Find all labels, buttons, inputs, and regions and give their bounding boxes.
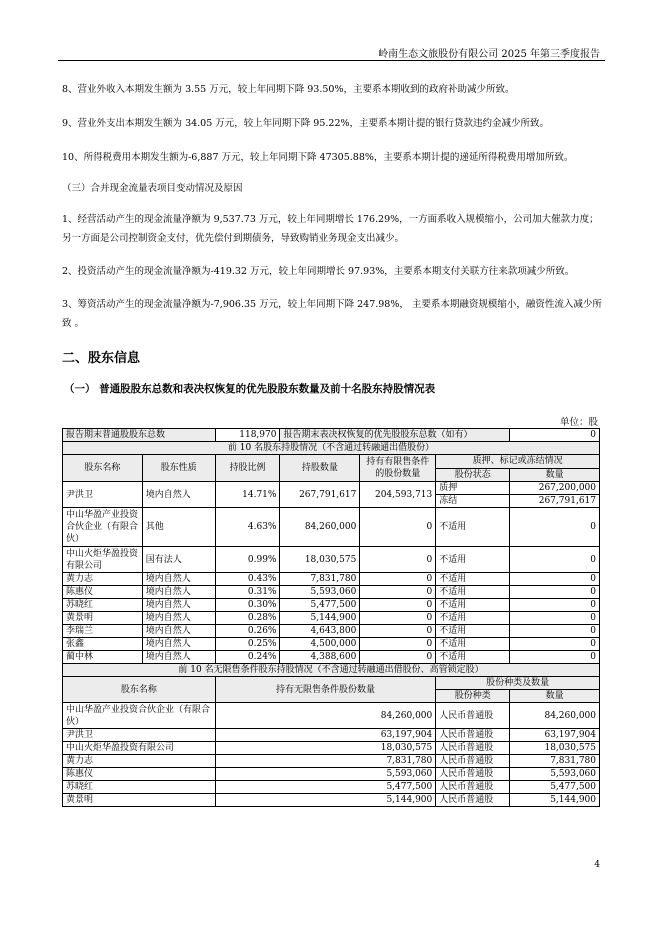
table-cell: 0 [360,638,436,651]
table-cell: 苏晓红 [63,599,143,612]
table-cell: 人民币普通股 [436,768,510,781]
paragraph-operating-cashflow: 1、经营活动产生的现金流量净额为 9,537.73 万元，较上年同期增长 176.29%，一方面系收入规模缩小，公司加大催款力度；另一方面是公司控制资金支付，优先偿付到期债务，导致购销业务现金支出减少。 [62,214,599,244]
table-cell: 84,260,000 [215,703,436,729]
table-cell: 境内自然人 [142,638,215,651]
table-cell: 其他 [142,508,215,547]
table-cell: 尹洪卫 [63,729,216,742]
col-header-name: 股东名称 [63,455,143,482]
table-cell: 14.71% [215,482,280,508]
table-cell: 0 [510,625,600,638]
table-cell: 5,144,900 [215,794,436,807]
page-number: 4 [594,860,600,870]
table-cell: 黄力志 [63,755,216,768]
table-cell: 质押 [436,482,510,495]
table-cell: 0.26% [215,625,280,638]
table-cell: 中山火炬华盈投资有限公司 [63,547,143,573]
table-cell: 境内自然人 [142,482,215,508]
table-cell: 5,144,900 [510,794,600,807]
top10-title: 前 10 名股东持股情况（不含通过转融通出借股份） [63,442,600,455]
table-cell: 不适用 [436,599,510,612]
table-cell: 0 [510,638,600,651]
table-cell: 5,477,500 [510,781,600,794]
table-cell: 陈惠仪 [63,768,216,781]
table-cell: 境内自然人 [142,625,215,638]
table-cell: 5,593,060 [510,768,600,781]
preferred-holders-label: 报告期末表决权恢复的优先股股东总数（如有） [280,429,510,442]
table-row [63,742,600,755]
table-cell: 中山火炬华盈投资有限公司 [63,742,216,755]
table-row [63,612,600,625]
table-row [63,729,600,742]
table-row [63,599,600,612]
table-cell: 陈惠仪 [63,586,143,599]
unres-header-qty: 持有无限售条件股份数量 [215,677,436,703]
table-row [63,794,600,807]
table-cell: 0 [510,612,600,625]
table-row [63,703,600,729]
col-header-shares: 持股数量 [280,455,360,482]
table-cell: 0 [360,547,436,573]
section-title: 二、股东信息 [62,351,141,366]
table-cell: 5,144,900 [280,612,360,625]
paragraph-income-tax: 10、所得税费用本期发生额为-6,887 万元，较上年同期下降 47305.88%，主要系本期计提的递延所得税费用增加所致。 [62,152,574,163]
table-cell: 7,831,780 [510,755,600,768]
table-cell: 4,388,600 [280,651,360,664]
table-row [63,573,600,586]
table-cell: 5,477,500 [280,599,360,612]
table-row [63,781,600,794]
table-cell: 境内自然人 [142,599,215,612]
table-cell: 0 [360,586,436,599]
table-cell: 0.28% [215,612,280,625]
total-holders-label: 报告期末普通股股东总数 [63,429,216,442]
table-cell: 张鑫 [63,638,143,651]
table-row [63,768,600,781]
col-header-restricted: 持有有限售条件的股份数量 [360,455,436,482]
table-cell: 不适用 [436,612,510,625]
table-cell: 0.24% [215,651,280,664]
table-cell: 0 [510,508,600,547]
table-cell: 不适用 [436,573,510,586]
col-header-qty: 数量 [510,468,600,482]
col-header-status: 股份状态 [436,468,510,482]
table-row [63,651,600,664]
table-cell: 267,791,617 [510,495,600,508]
table-cell: 黄景明 [63,612,143,625]
table-cell: 人民币普通股 [436,794,510,807]
preferred-holders-value: 0 [510,429,600,442]
table-cell: 84,260,000 [510,703,600,729]
table-row [63,508,600,547]
table-cell: 0 [360,599,436,612]
table-cell: 0 [510,586,600,599]
table-cell: 尹洪卫 [63,482,143,508]
table-cell: 不适用 [436,625,510,638]
table-cell: 不适用 [436,586,510,599]
table-cell: 18,030,575 [510,742,600,755]
table-cell: 267,791,617 [280,482,360,508]
col-header-pledge-group: 质押、标记或冻结情况 [436,455,600,469]
table-cell: 63,197,904 [510,729,600,742]
table-cell: 中山华盈产业投资合伙企业（有限合伙） [63,508,143,547]
table-cell: 境内自然人 [142,573,215,586]
table-cell: 苏晓红 [63,781,216,794]
cashflow-subheading: （三）合并现金流量表项目变动情况及原因 [62,183,243,194]
table-cell: 5,477,500 [215,781,436,794]
table-cell: 国有法人 [142,547,215,573]
table-cell: 境内自然人 [142,586,215,599]
paragraph-non-operating-expense: 9、营业外支出本期发生额为 34.05 万元，较上年同期下降 95.22%，主要系本期计提的银行贷款违约金减少所致。 [62,118,550,129]
table-cell: 18,030,575 [280,547,360,573]
table-cell: 7,831,780 [215,755,436,768]
table-cell: 人民币普通股 [436,781,510,794]
col-header-ratio: 持股比例 [215,455,280,482]
table-cell: 0.99% [215,547,280,573]
table-cell: 冻结 [436,495,510,508]
table-cell: 人民币普通股 [436,755,510,768]
table-row [63,547,600,573]
unres-header-name: 股东名称 [63,677,216,703]
table-cell: 0.31% [215,586,280,599]
unres-header-count: 数量 [510,690,600,703]
table-cell: 蔺中林 [63,651,143,664]
table-cell: 境内自然人 [142,651,215,664]
table-cell: 黄景明 [63,794,216,807]
table-cell: 63,197,904 [215,729,436,742]
table-cell: 李瑞兰 [63,625,143,638]
table-cell: 0 [360,573,436,586]
table-cell: 0 [360,625,436,638]
table-cell: 不适用 [436,638,510,651]
unres-header-group: 股份种类及数量 [436,677,600,690]
table-cell: 0 [360,612,436,625]
table-cell: 0 [360,508,436,547]
table-cell: 4.63% [215,508,280,547]
total-holders-value: 118,970 [215,429,280,442]
unit-label: 单位：股 [559,417,598,428]
unres-header-type: 股份种类 [436,690,510,703]
col-header-nature: 股东性质 [142,455,215,482]
table-cell: 人民币普通股 [436,742,510,755]
table-cell: 267,200,000 [510,482,600,495]
table-cell: 0 [510,573,600,586]
table-row [63,586,600,599]
summary-row [63,429,600,442]
table-cell: 不适用 [436,508,510,547]
table-cell: 5,593,060 [215,768,436,781]
subsection-title: （一） 普通股股东总数和表决权恢复的优先股股东数量及前十名股东持股情况表 [64,383,436,395]
table-row [63,482,600,495]
table-cell: 5,593,060 [280,586,360,599]
table-cell: 0.30% [215,599,280,612]
table-cell: 境内自然人 [142,612,215,625]
table-cell: 0 [510,547,600,573]
paragraph-non-operating-income: 8、营业外收入本期发生额为 3.55 万元，较上年同期下降 93.50%，主要系本期收到的政府补助减少所致。 [62,84,515,95]
table-row [63,625,600,638]
table-cell: 4,500,000 [280,638,360,651]
table-cell: 不适用 [436,651,510,664]
table-cell: 0 [510,651,600,664]
table-cell: 7,831,780 [280,573,360,586]
table-cell: 中山华盈产业投资合伙企业（有限合伙） [63,703,216,729]
table-cell: 4,643,800 [280,625,360,638]
shareholder-table [62,428,600,807]
table-cell: 0.25% [215,638,280,651]
page-header: 岭南生态文旅股份有限公司 2025 年第三季度报告 [378,49,600,60]
table-cell: 不适用 [436,547,510,573]
table-row [63,755,600,768]
table-row [63,638,600,651]
paragraph-financing-cashflow: 3、筹资活动产生的现金流量净额为-7,906.35 万元，较上年同期下降 247.98%， 主要系本期融资规模缩小，融资性流入减少所致 。 [62,299,602,329]
table-cell: 84,260,000 [280,508,360,547]
paragraph-investing-cashflow: 2、投资活动产生的现金流量净额为-419.32 万元，较上年同期增长 97.93%，主要系本期支付关联方往来款项减少所致。 [62,266,575,277]
table-cell: 204,593,713 [360,482,436,508]
table-cell: 黄力志 [63,573,143,586]
table-cell: 人民币普通股 [436,703,510,729]
header-rule [58,60,605,61]
table-cell: 0 [360,651,436,664]
table-cell: 人民币普通股 [436,729,510,742]
unrestricted-title: 前 10 名无限售条件股东持股情况（不含通过转融通出借股份、高管锁定股） [63,664,600,677]
table-cell: 18,030,575 [215,742,436,755]
table-cell: 0 [510,599,600,612]
table-cell: 0.43% [215,573,280,586]
